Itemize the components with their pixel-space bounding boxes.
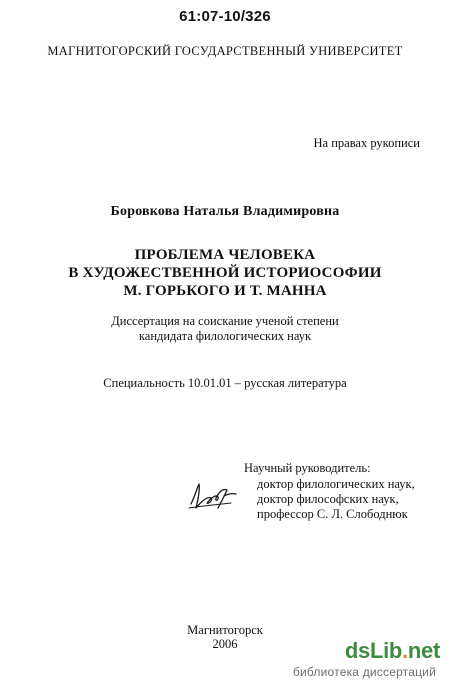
- degree-line-2: кандидата филологических наук: [138, 329, 312, 343]
- city: Магнитогорск: [187, 623, 263, 637]
- advisor-heading: Научный руководитель:: [244, 461, 371, 475]
- watermark-logo: [345, 638, 440, 664]
- title-line-1: ПРОБЛЕМА ЧЕЛОВЕКА: [134, 247, 316, 263]
- advisor-line-2: доктор философских наук,: [257, 492, 399, 506]
- watermark-logo-main: dsLib: [344, 638, 403, 663]
- specialty-line: Специальность 10.01.01 – русская литература: [103, 376, 347, 390]
- year: 2006: [212, 637, 238, 651]
- advisor-line-3: профессор С. Л. Слободнюк: [257, 507, 408, 521]
- advisor-line-1: доктор филологических наук,: [257, 477, 415, 491]
- degree-line-1: Диссертация на соискание ученой степени: [111, 314, 339, 328]
- author-name: Боровкова Наталья Владимировна: [110, 204, 340, 219]
- catalog-number: 61:07-10/326: [179, 8, 271, 25]
- title-line-3: М. ГОРЬКОГО И Т. МАННА: [123, 283, 327, 299]
- watermark-logo-tld: net: [407, 638, 440, 663]
- watermark-caption: библиотека диссертаций: [292, 665, 436, 679]
- title-line-2: В ХУДОЖЕСТВЕННОЙ ИСТОРИОСОФИИ: [68, 265, 382, 281]
- watermark-logo-dot: .: [402, 638, 408, 663]
- signature-icon: [187, 478, 239, 514]
- rights-note: На правах рукописи: [313, 136, 420, 150]
- university-name: МАГНИТОГОРСКИЙ ГОСУДАРСТВЕННЫЙ УНИВЕРСИТЕТ: [47, 44, 403, 58]
